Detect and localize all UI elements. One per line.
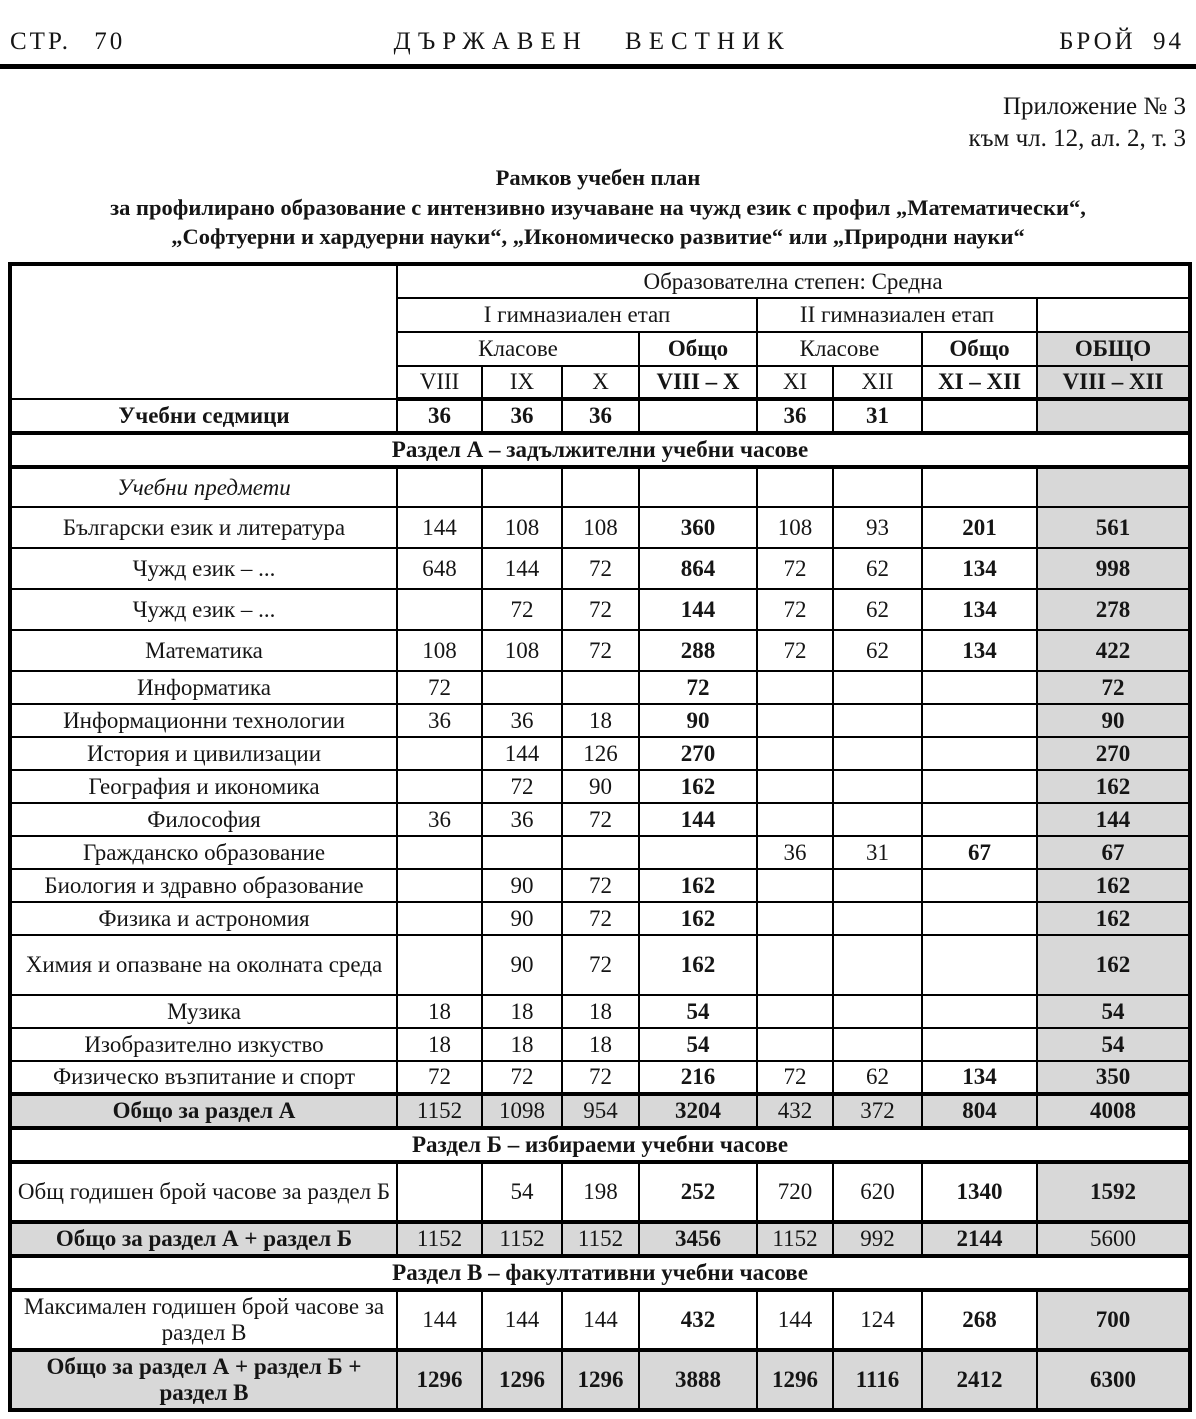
cell-x: 108 [562,507,639,548]
cell-xi: 1296 [757,1350,833,1410]
cell-ix: 36 [482,399,562,433]
cell-ix: 72 [482,589,562,630]
cell-xi: 72 [757,630,833,671]
cell-ix: 1152 [482,1222,562,1256]
subject-label: Физика и астрономия [10,902,397,935]
cell-viii-x [639,399,757,433]
cell-viii-xii: 561 [1037,507,1190,548]
cell-xi-xii: 1340 [922,1162,1037,1222]
cell-viii-xii: 1592 [1037,1162,1190,1222]
subject-row [10,803,1190,836]
cell-viii-xii: 5600 [1037,1222,1190,1256]
cell-xi: 36 [757,399,833,433]
subject-label: Изобразително изкуство [10,1028,397,1061]
cell-viii-xii: 350 [1037,1061,1190,1094]
cell-xi-xii: 2412 [922,1350,1037,1410]
subject-row [10,935,1190,995]
cell-xii: 62 [833,1061,922,1094]
title-line-2: за профилирано образование с интензивно изучаване на чужд език с профил „Математически“, [110,194,1086,220]
cell-viii-xii: 278 [1037,589,1190,630]
cell-viii-x: 864 [639,548,757,589]
col-viii-xii: VIII – XII [1037,366,1190,399]
cell-xii: 31 [833,399,922,433]
cell-xii: 372 [833,1094,922,1128]
subject-row [10,507,1190,548]
corner-cell [10,264,397,399]
title-line-3: „Софтуерни и хардуерни науки“, „Икономическо развитие“ или „Природни науки“ [171,224,1025,250]
cell-xii: 992 [833,1222,922,1256]
section-b-title: Раздел Б – избираеми учебни часове [10,1128,1190,1162]
cell-viii: 36 [397,704,482,737]
subject-row [10,589,1190,630]
empty-cell [639,467,757,507]
cell-x: 36 [562,399,639,433]
subject-row [10,869,1190,902]
row-label: Общ годишен брой часове за раздел Б [10,1162,397,1222]
cell-viii-x: 54 [639,1028,757,1061]
cell-xii [833,737,922,770]
cell-xii [833,935,922,995]
cell-xi: 1152 [757,1222,833,1256]
row-label: Максимален годишен брой часове за раздел В [10,1290,397,1350]
cell-ix [482,836,562,869]
cell-xi [757,995,833,1028]
cell-x: 72 [562,869,639,902]
subject-row [10,737,1190,770]
cell-xi-xii [922,869,1037,902]
cell-xi-xii: 2144 [922,1222,1037,1256]
cell-xii [833,803,922,836]
cell-x: 72 [562,1061,639,1094]
cell-viii-x: 90 [639,704,757,737]
subject-label: Информатика [10,671,397,704]
cell-xi [757,935,833,995]
cell-x: 72 [562,803,639,836]
cell-x: 18 [562,1028,639,1061]
cell-viii-x: 162 [639,902,757,935]
cell-xi-xii [922,995,1037,1028]
section-b-total-row [10,1222,1190,1256]
subject-label: Чужд език – ... [10,589,397,630]
cell-viii-x [639,836,757,869]
cell-xi-xii: 134 [922,630,1037,671]
cell-xi [757,1028,833,1061]
subject-label: Химия и опазване на околната среда [10,935,397,995]
cell-viii-x: 54 [639,995,757,1028]
issue-label: БРОЙ 94 [1059,28,1184,55]
cell-ix: 36 [482,803,562,836]
cell-viii-x: 216 [639,1061,757,1094]
cell-viii-xii: 67 [1037,836,1190,869]
cell-xi: 108 [757,507,833,548]
cell-xii [833,704,922,737]
cell-viii-xii: 998 [1037,548,1190,589]
cell-viii: 18 [397,1028,482,1061]
annex-note [0,69,1196,155]
cell-xi: 36 [757,836,833,869]
subjects-label: Учебни предмети [10,467,397,507]
cell-x: 144 [562,1290,639,1350]
cell-xi: 72 [757,548,833,589]
weeks-row [10,399,1190,433]
cell-viii [397,902,482,935]
cell-viii: 108 [397,630,482,671]
cell-viii-x: 162 [639,869,757,902]
cell-viii-x: 360 [639,507,757,548]
total1-cell: Общо [639,332,757,366]
empty-cell [833,467,922,507]
cell-viii: 36 [397,803,482,836]
cell-xi: 144 [757,1290,833,1350]
section-c-row [10,1290,1190,1350]
cell-x: 1296 [562,1350,639,1410]
cell-xi-xii [922,704,1037,737]
cell-x: 126 [562,737,639,770]
col-viii: VIII [397,366,482,399]
cell-x [562,671,639,704]
cell-xi-xii: 134 [922,548,1037,589]
cell-viii-x: 270 [639,737,757,770]
cell-viii-x: 3888 [639,1350,757,1410]
cell-xi-xii [922,671,1037,704]
cell-ix: 1098 [482,1094,562,1128]
empty-cell [482,467,562,507]
degree-cell: Образователна степен: Средна [397,264,1190,298]
cell-xi-xii [922,770,1037,803]
cell-viii-x: 432 [639,1290,757,1350]
annex-line-1: Приложение № 3 [1002,93,1186,120]
cell-xii: 62 [833,548,922,589]
cell-x: 72 [562,548,639,589]
empty-cell [397,467,482,507]
subject-label: Български език и литература [10,507,397,548]
cell-viii-x: 288 [639,630,757,671]
cell-viii-xii: 162 [1037,770,1190,803]
cell-xii: 62 [833,630,922,671]
subject-row [10,770,1190,803]
cell-xi-xii [922,902,1037,935]
cell-x [562,836,639,869]
cell-viii-xii: 144 [1037,803,1190,836]
cell-xii [833,770,922,803]
cell-xi-xii: 268 [922,1290,1037,1350]
cell-viii: 1296 [397,1350,482,1410]
cell-x: 72 [562,935,639,995]
empty-cell [1037,298,1190,332]
cell-xi: 72 [757,589,833,630]
degree-row [10,264,1190,298]
cell-viii-x: 144 [639,589,757,630]
cell-viii-x: 252 [639,1162,757,1222]
empty-cell [922,467,1037,507]
cell-viii: 1152 [397,1094,482,1128]
cell-viii [397,770,482,803]
cell-xii [833,671,922,704]
classes2-cell: Класове [757,332,922,366]
empty-cell [1037,467,1190,507]
subject-row [10,995,1190,1028]
subject-label: История и цивилизации [10,737,397,770]
cell-x: 72 [562,630,639,671]
col-xi: XI [757,366,833,399]
cell-viii: 144 [397,507,482,548]
cell-ix: 54 [482,1162,562,1222]
cell-xii: 124 [833,1290,922,1350]
subject-row [10,902,1190,935]
curriculum-table [8,262,1192,1412]
section-a-header-row [10,433,1190,467]
cell-ix: 108 [482,507,562,548]
cell-ix: 108 [482,630,562,671]
cell-ix: 18 [482,995,562,1028]
cell-xi [757,704,833,737]
cell-xi-xii [922,1028,1037,1061]
col-viii-x: VIII – X [639,366,757,399]
document-title [0,163,1196,252]
cell-viii: 72 [397,1061,482,1094]
cell-viii-xii: 162 [1037,902,1190,935]
subject-label: Информационни технологии [10,704,397,737]
cell-ix: 144 [482,737,562,770]
grand-total-row [10,1350,1190,1410]
cell-xii: 93 [833,507,922,548]
cell-x: 72 [562,902,639,935]
cell-ix: 90 [482,935,562,995]
cell-viii-x: 144 [639,803,757,836]
cell-xii: 620 [833,1162,922,1222]
cell-viii [397,589,482,630]
subject-label: Математика [10,630,397,671]
cell-xi-xii: 67 [922,836,1037,869]
col-x: X [562,366,639,399]
cell-xi-xii [922,399,1037,433]
stage1-cell: I гимназиален етап [397,298,757,332]
subject-row [10,1061,1190,1094]
page-header [0,0,1196,64]
cell-viii [397,869,482,902]
cell-viii-xii: 700 [1037,1290,1190,1350]
cell-xi [757,770,833,803]
classes1-cell: Класове [397,332,639,366]
cell-xi-xii [922,803,1037,836]
cell-x: 18 [562,704,639,737]
total-label: Общо за раздел А + раздел Б + раздел В [10,1350,397,1410]
page-number-label: СТР. 70 [10,28,126,55]
cell-viii: 72 [397,671,482,704]
total2-cell: Общо [922,332,1037,366]
cell-ix: 36 [482,704,562,737]
cell-ix: 144 [482,1290,562,1350]
subject-label: Физическо възпитание и спорт [10,1061,397,1094]
cell-xii [833,869,922,902]
section-a-title: Раздел А – задължителни учебни часове [10,433,1190,467]
cell-x: 18 [562,995,639,1028]
cell-viii: 18 [397,995,482,1028]
cell-xi [757,803,833,836]
cell-viii-x: 3204 [639,1094,757,1128]
cell-ix: 144 [482,548,562,589]
subject-label: Биология и здравно образование [10,869,397,902]
empty-cell [757,467,833,507]
subject-label: География и икономика [10,770,397,803]
section-b-row [10,1162,1190,1222]
cell-viii [397,1162,482,1222]
cell-viii-xii: 162 [1037,869,1190,902]
cell-xii: 31 [833,836,922,869]
title-line-1: Рамков учебен план [495,165,701,190]
cell-viii [397,935,482,995]
cell-ix [482,671,562,704]
cell-viii-xii: 422 [1037,630,1190,671]
cell-xii: 62 [833,589,922,630]
cell-x: 72 [562,589,639,630]
cell-xi [757,671,833,704]
section-c-header-row [10,1256,1190,1290]
cell-xi [757,737,833,770]
subject-row [10,630,1190,671]
stage2-cell: II гимназиален етап [757,298,1037,332]
cell-viii: 1152 [397,1222,482,1256]
grand-total-cell: ОБЩО [1037,332,1190,366]
cell-ix: 72 [482,770,562,803]
cell-viii-xii: 6300 [1037,1350,1190,1410]
cell-xi-xii: 134 [922,1061,1037,1094]
cell-xi: 432 [757,1094,833,1128]
total-label: Общо за раздел А + раздел Б [10,1222,397,1256]
subject-label: Чужд език – ... [10,548,397,589]
section-c-title: Раздел В – факултативни учебни часове [10,1256,1190,1290]
cell-ix: 18 [482,1028,562,1061]
subject-label: Музика [10,995,397,1028]
col-ix: IX [482,366,562,399]
section-a-total-row [10,1094,1190,1128]
cell-xi-xii: 201 [922,507,1037,548]
subject-row [10,548,1190,589]
cell-ix: 72 [482,1061,562,1094]
cell-viii-xii: 90 [1037,704,1190,737]
cell-viii-xii: 4008 [1037,1094,1190,1128]
cell-xi [757,902,833,935]
subject-row [10,1028,1190,1061]
total-label: Общо за раздел А [10,1094,397,1128]
col-xii: XII [833,366,922,399]
annex-line-2: към чл. 12, ал. 2, т. 3 [968,125,1186,152]
cell-viii-x: 162 [639,935,757,995]
subject-label: Философия [10,803,397,836]
cell-viii-x: 72 [639,671,757,704]
cell-xii [833,902,922,935]
cell-x: 198 [562,1162,639,1222]
cell-viii [397,737,482,770]
cell-ix: 1296 [482,1350,562,1410]
cell-viii-x: 162 [639,770,757,803]
cell-xi-xii: 804 [922,1094,1037,1128]
empty-cell [562,467,639,507]
cell-xi: 720 [757,1162,833,1222]
cell-x: 1152 [562,1222,639,1256]
cell-viii: 648 [397,548,482,589]
cell-ix: 90 [482,902,562,935]
cell-viii-xii: 270 [1037,737,1190,770]
section-b-header-row [10,1128,1190,1162]
cell-viii-xii: 54 [1037,1028,1190,1061]
cell-xi: 72 [757,1061,833,1094]
cell-viii: 144 [397,1290,482,1350]
cell-xi [757,869,833,902]
weeks-label: Учебни седмици [10,399,397,433]
subjects-header-row [10,467,1190,507]
cell-xi-xii: 134 [922,589,1037,630]
subject-row [10,704,1190,737]
col-xi-xii: XI – XII [922,366,1037,399]
cell-x: 954 [562,1094,639,1128]
cell-viii: 36 [397,399,482,433]
cell-xi-xii [922,737,1037,770]
cell-xii: 1116 [833,1350,922,1410]
subject-row [10,671,1190,704]
cell-x: 90 [562,770,639,803]
subject-row [10,836,1190,869]
cell-xi-xii [922,935,1037,995]
cell-viii-xii [1037,399,1190,433]
cell-xii [833,1028,922,1061]
cell-viii [397,836,482,869]
subject-label: Гражданско образование [10,836,397,869]
cell-viii-xii: 162 [1037,935,1190,995]
cell-viii-xii: 72 [1037,671,1190,704]
journal-title: ДЪРЖАВЕН ВЕСТНИК [393,28,791,55]
cell-ix: 90 [482,869,562,902]
cell-xii [833,995,922,1028]
cell-viii-xii: 54 [1037,995,1190,1028]
cell-viii-x: 3456 [639,1222,757,1256]
